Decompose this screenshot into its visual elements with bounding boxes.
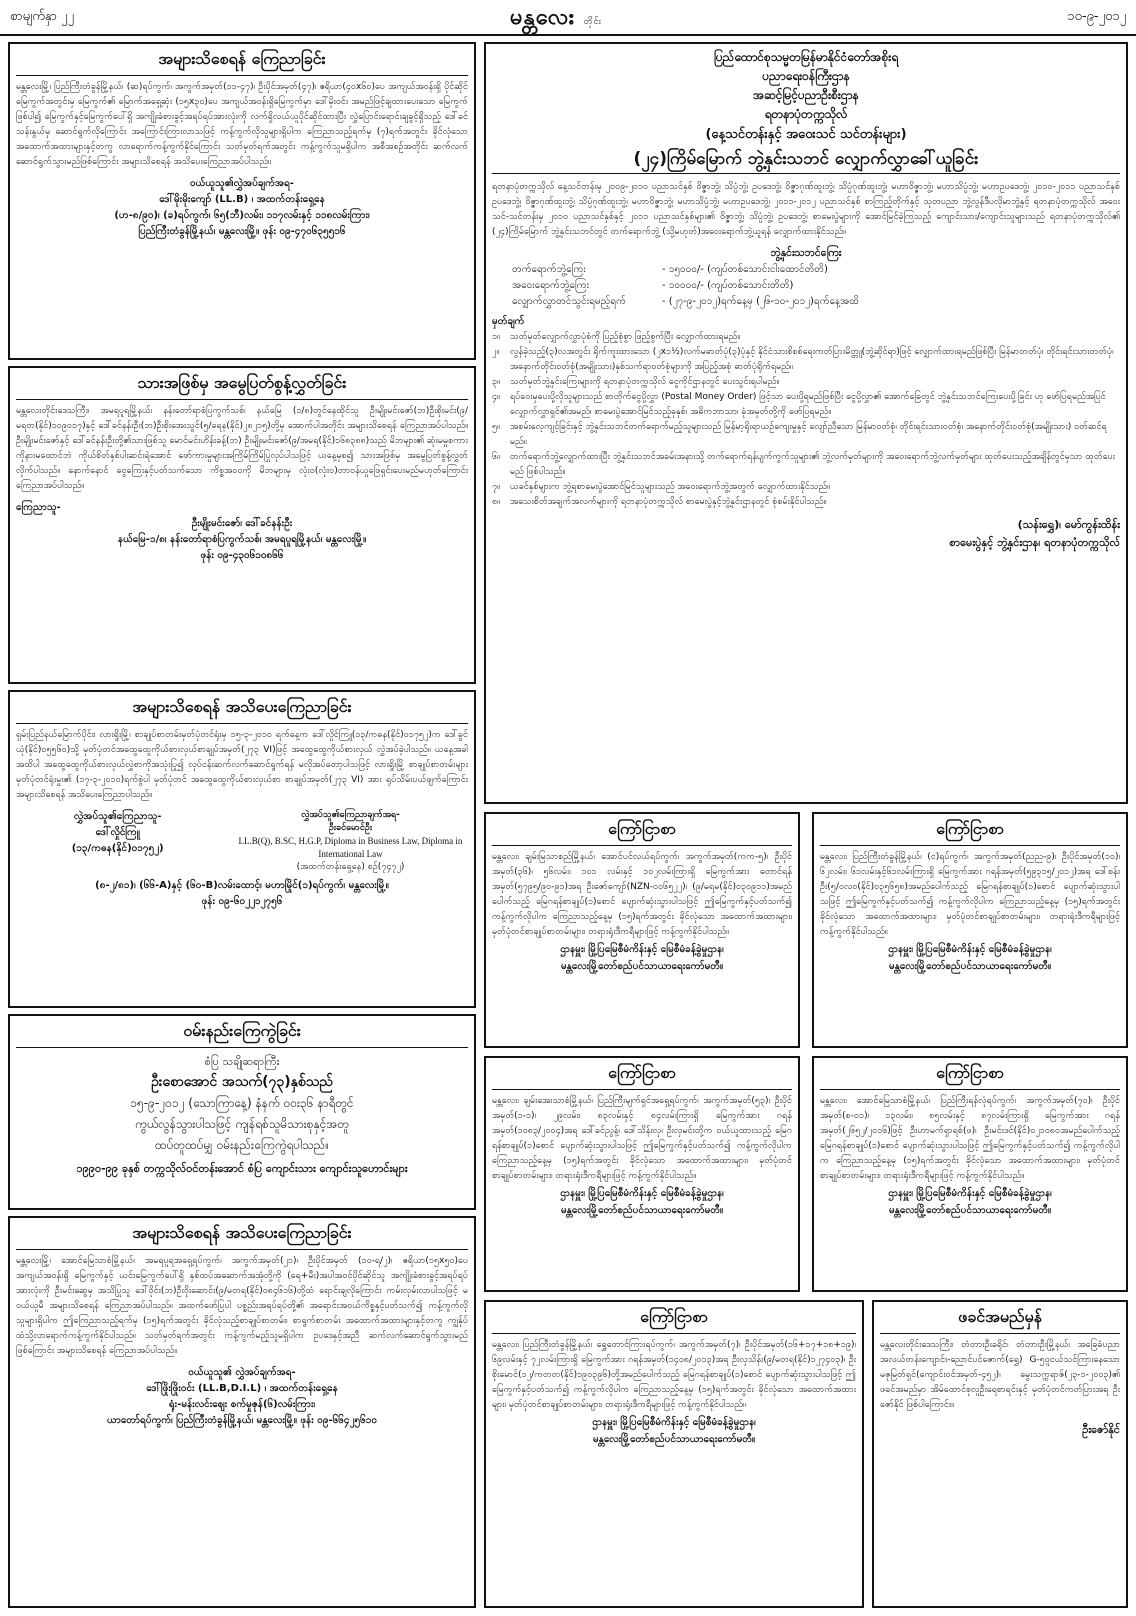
notice-lost-deed-4 — [812, 1056, 1128, 1292]
deceased-name: ဦးစောအောင် အသက်(၇၃)နှစ်သည် — [151, 1074, 333, 1090]
note-item: ၆။ တက်ရောက်ဘွဲ့လျှောက်ထားပြီး ဘွဲ့နှင်းသဘင်အခမ်းအနားသို့ တက်ရောက်ရန်ပျက်ကွက်သူများ၏ ဘွဲ့လက်မှတ်များကို အဝေးရောက်ဘွဲ့လက်မှတ်များ ထုတ်ပေးသည့်အချိန်တွင်မှသာ ထုတ်ပေးမည် ဖြစ်ပါသည်။ — [492, 452, 1115, 477]
notice-title: အများသိစေရန် အသိပေးကြေညာခြင်း — [16, 1222, 468, 1250]
notice-title: ကြော်ငြာစာ — [820, 818, 1120, 846]
fee-heading: ဘွဲ့နှင်းသဘင်ကြေး — [770, 247, 842, 259]
lawyer-qualifications: LL.B(Q), B.SC, H.G.P, Diploma in Business Law, Diploma in International Law — [238, 836, 463, 859]
signature-label: ကြေညာသူ- — [16, 502, 61, 513]
notice-father-name — [872, 1300, 1128, 1608]
lawyer-address: (၈-၂/၈၁)၊ (၆၆-A)နှင့် (၆၀-B)လမ်းထောင့်၊ မဟာမြိုင်(၁)ရပ်ကွက်၊ မန္တလေးမြို့။ — [95, 880, 389, 891]
signature-phone: ဖုန်း ၀၉-၄၃၀၆၁၀၈၆၆ — [200, 550, 284, 561]
issuer-line: မန္တလေးမြို့တော်စည်ပင်သာယာရေးကော်မတီ။ — [560, 1205, 724, 1216]
notice-public-announcement — [8, 42, 476, 360]
condolence-line: ကွယ်လွန်သွားပါသဖြင့် ကျန်ရစ်သူမိသားစုနှင့်အတူ — [134, 1117, 350, 1131]
notice-body: မန္တလေး၊ ပြည်ကြီးတံခွန်မြို့နယ်၊ ရွှေတောင်ကြားရပ်ကွက်၊ အကွက်အမှတ်(၇)၊ ဦးပိုင်အမှတ်(၁၆+၁၇+၁၈+၁၉)၊ ၆၉လမ်းနှင့် ၇၂လမ်းကြားရှိ မြေကွက်အား ဂရန်အမှတ်(၁၄၀၈/၂၀၁၃)အရ ဦးလှသိန်း(၉/မတရ(နိုင်)၁၂၇၄၀၃)၊ ဦးစိုးမောင်(၁၂/ကတတ(နိုင်)၁၉၀၃၉၆)တို့အမည်ပေါက်သည့် မြေဂရန်စာချုပ်(၁)စောင် ပျောက်ဆုံးသွားပါသဖြင့် ဤမြေကွက်နှင့်ပတ်သက်၍ ကန့်ကွက်လိုပါက ကြေညာသည့်နေ့မှ (၁၅)ရက်အတွင်း ခိုင်လုံသော အထောက်အထားများ၊ မှတ်ပုံတင်စာချုပ်စာတမ်းများ၊ တရားရုံးဒီကရီများဖြင့် ကန့်ကွက်နိုင်ပါသည်။ — [492, 1340, 856, 1410]
notes-heading: မှတ်ချက် — [492, 316, 525, 327]
notice-body: မန္တလေး၊ အောင်မြေသာစံမြို့နယ်၊ ပြည်ကြီးရန်လုံရပ်ကွက်၊ အကွက်အမှတ်(၇၀)၊ ဦးပိုင်အမှတ်(စ-၀၁)၊ ၁၃လမ်း၊ ၈၅လမ်းနှင့် ၈၇လမ်းကြားရှိ မြေကွက်အား ဂရန်အမှတ်(၂၆၅၂/၂၀၁၆)ဖြင့် ဦးဟာမက်ရှာရစ်(ဖ)၊ ဦးမင်းဒင်(နိုင်)၀၂၁၀၈၀အမည်ပေါက်သည့် မြေဂရန်စာချုပ်(၁)စောင် ပျောက်ဆုံးသွားပါသဖြင့် ဤမြေကွက်နှင့်ပတ်သက်၍ ကန့်ကွက်လိုပါက ကြေညာသည့်နေ့မှ (၁၅)ရက်အတွင်း ခိုင်လုံသော အထောက်အထားများ၊ မှတ်ပုံတင်စာချုပ်စာတမ်းများ၊ တရားရုံးဒီကရီများဖြင့် ကန့်ကွက်နိုင်ပါသည်။ — [820, 1096, 1120, 1181]
notice-title: ကြော်ငြာစာ — [492, 1062, 792, 1090]
notice-title: အများသိစေရန် အသိပေးကြေညာခြင်း — [16, 696, 468, 724]
department-line: အဆင့်မြင့်ပညာဦးစီးဌာန — [753, 88, 859, 102]
notice-lost-deed-3 — [484, 1056, 800, 1292]
course-line: (နေ့သင်တန်းနှင့် အဝေးသင် သင်တန်းများ) — [705, 127, 907, 142]
signature-address: နယ်မြေ-၁/၈၊ နန်းတော်ရာစံပြကွက်သစ်၊ အမရပူရမြို့နယ်၊ မန္တလေးမြို့။ — [117, 534, 367, 545]
notice-title: ကြော်ငြာစာ — [820, 1062, 1120, 1090]
issuer-line: မန္တလေးမြို့တော်စည်ပင်သာယာရေးကော်မတီ။ — [888, 1205, 1052, 1216]
signature-name: ဒေါ်ဖြိုးဖြိုးဝင်း (LL.B,D.I.L) ၊ အထက်တန်းရှေ့နေ — [146, 1383, 338, 1394]
fee-row: လျှောက်လွှာတင်သွင်းရမည့်ရက် - (၂၇-၉-၂၀၁၂)ရက်နေ့မှ (၂၆-၁၀-၂၀၁၂)ရက်နေ့အထိ — [512, 296, 859, 307]
signature-label: ဝယ်ယူသူ၏လွှဲအပ်ချက်အရ- — [190, 178, 294, 189]
note-item: ၃။ သတ်မှတ်ဘွဲ့နှင်းကြေးများကို ရတနာပုံတက္ကသိုလ် ငွေကိုင်ဌာနတွင် ပေးသွင်းရပါမည်။ — [492, 377, 780, 387]
notice-disinheritance — [8, 366, 476, 684]
notice-lost-deed-5 — [484, 1300, 864, 1608]
notice-title: (၂၄)ကြိမ်မြောက် ဘွဲ့နှင်းသဘင် လျှောက်လွှာခေါ်ယူခြင်း — [492, 145, 1120, 174]
government-line: ပြည်ထောင်စုသမ္မတမြန်မာနိုင်ငံတော်အစိုးရ — [713, 50, 899, 64]
lawyer-label: လွှဲအပ်သူ၏ကြေညာချက်အရ- — [301, 810, 400, 820]
newspaper-logo: မန္တလေး တိုင်း — [510, 5, 602, 30]
signature-name: ဒေါ်မိုးမိုးကျော် (LL.B) ၊ အထက်တန်းရှေ့နေ — [159, 194, 325, 205]
issuer-line: ဌာနမှူး၊ မြို့ပြမြေစီမံကိန်းနှင့် မြေစီမံခန့်ခွဲမှုဌာန၊ — [592, 1417, 756, 1428]
signature-name: ဦးမျိုးမင်းဇော်၊ ဒေါ်ခင်နန်းဦး — [191, 518, 293, 529]
lawyer-role: (အထက်တန်းရှေ့နေ) စဉ်(၇၄၇၂) — [296, 862, 405, 872]
note-item: ၁။ သတ်မှတ်လျှောက်လွှာပုံစံကို ပြည့်စုံစွာ ဖြည့်စွက်ပြီး လျှောက်ထားရမည်။ — [492, 332, 741, 342]
notice-title: ဝမ်းနည်းကြေကွဲခြင်း — [16, 1020, 468, 1048]
university-line: ရတနာပုံတက္ကသိုလ် — [764, 107, 848, 121]
grantor-name: ဒေါ်လှိုင်ကြူ — [95, 827, 140, 838]
signature-label: ဝယ်ယူသူ၏ လွှဲအပ်ချက်အရ- — [188, 1367, 296, 1378]
condolence-from: ၁၉၉၀-၉၉ ခုနှစ် တက္ကသိုလ်ဝင်တန်းအောင် စံပြ ကျောင်းသား ကျောင်းသူဟောင်းများ — [76, 1162, 408, 1175]
note-item: ၈။ အသေးစိတ်အချက်အလက်များကို ရတနာပုံတက္ကသိုလ် စာမေးပွဲနှင့်ဘွဲ့နှင်းဌာနတွင် စုံစမ်းနိုင်ပါသည်။ — [492, 497, 827, 507]
note-item: ၂။ လွန်ခဲ့သည့်(၃)လအတွင်း ရိုက်ကူးထားသော (၂x၁½)လက်မဓာတ်ပုံ(၃)ပုံနှင့် နိုင်ငံသားစိစစ်ရေးကတ်ပြားမိတ္တူ(ဘွဲ့ဆိုင်ရာ)ဖြင့် လျှောက်ထားရမည်ဖြစ်ပြီး မြန်မာတတ်ပုံ၊ တိုင်းရင်းသားတတ်ပုံ၊ အနောက်တိုင်းဝတ်စုံ(အမျိုးသား)နှစ်သက်ရာဝတ်စုံများကို အပြည့်အစုံ ဓာတ်ပုံရိုက်ရမည်။ — [492, 347, 1114, 372]
grantor-label: လွှဲအပ်သူ၏ကြေညာသူ- — [73, 811, 162, 822]
signatory-name: (သန်းရွှေ)၊ မော်ကွန်းထိန်း — [1017, 518, 1120, 531]
issuer-line: ဌာနမှူး၊ မြို့ပြမြေစီမံကိန်းနှင့် မြေစီမံခန့်ခွဲမှုဌာန၊ — [888, 944, 1052, 955]
note-item: ၅။ အစမ်းလေ့ကျင့်ခြင်းနှင့် ဘွဲ့နှင်းသဘင်တက်ရောက်မည့်သူများသည် မြန်မာ့ရိုးရာယဉ်ကျေးမှုနှင့် လျော်ညီသော မြန်မာဝတ်စုံ၊ တိုင်းရင်းသားဝတ်စုံ၊ အနောက်တိုင်းဝတ်စုံ(အမျိုးသား) ဝတ်ဆင်ရမည်။ — [492, 422, 1107, 447]
notes-list — [492, 330, 1120, 510]
issuer-line: ဌာနမှူး၊ မြို့ပြမြေစီမံကိန်းနှင့် မြေစီမံခန့်ခွဲမှုဌာန၊ — [888, 1188, 1052, 1199]
notice-body: မန္တလေးမြို့၊ အောင်မြေသာစံမြို့နယ်၊ အမရပူရအရှေ့ရပ်ကွက်၊ အကွက်အမှတ်(၂၁)၊ ဦးပိုင်အမှတ် (၁၀-ရ/၂)၊ ဧရိယာ(၁၅x၅၀)ပေအကျယ်အဝန်းရှိ မြေကွက်နှင့် ယင်းမြေကွက်ပေါ်ရှိ နှစ်ထပ်အဆောက်အအုံတို့ကို (ရေ+မီး)အပါအဝင်ပိုင်ဆိုင်သူ အကျိုးခံစားခွင့်အရပ်ရပ် အားလုံးကို ဦးမင်းဆွေမှ အသိပြုသူ ဒေါ်ဝိုင်း(ဘ)ဦးဝိုးဆောင်း(၉/မတရ(နိုင်)၀၈၄၆၁၆)တို့ထံ ရောင်းချလိုကြောင်း ကမ်းလှမ်းလာပါသဖြင့် မဝယ်ယူမီ အများသိစေရန် ကြေညာအပ်ပါသည်။ အထက်ဖော်ပြပါ ပစ္စည်းအရပ်ရပ်တို့၏ အရောင်းအဝယ်ကိစ္စနှင့်ပတ်သက်၍ ကန့်ကွက်လိုသူများရှိပါက ဤကြေညာသည့်ရက်မှ (၁၅)ရက်အတွင်း ခိုင်လုံသည့်စာချုပ်စာတမ်း၊ စာရွက်စာတမ်း အထောက်အထားများနှင့်တကွ ကျွန်ုပ်ထံသို့လာရောက်ကန့်ကွက်နိုင်ပါသည်။ သတ်မှတ်ရက်အတွင်း ကန့်ကွက်မည့်သူမရှိပါက ဥပဒေနှင့်အညီ ဆက်လက်ဆောင်ရွက်သွားမည်ဖြစ်ကြောင်း အများသိစေရန် ကြေညာအပ်ပါသည်။ — [16, 1256, 468, 1356]
notice-title: အများသိစေရန် ကြေညာခြင်း — [16, 48, 468, 76]
grantor-block — [16, 809, 219, 874]
notice-body: မန္တလေး၊ ချမ်းမြသာစည်မြို့နယ်၊ အောင်ပင်လယ်ရပ်ကွက်၊ အကွက်အမှတ်(ကက-၅)၊ ဦးပိုင်အမှတ်(၃၆)၊ ၅၆လမ်း၊ ၁၀၁ လမ်းနှင့် ၁၀၂လမ်းကြားရှိ မြေကွက်အား တောင်ရန်အမှတ်(၅၇၉၅/၉၀-၉၁)အရ ဦးဇော်ကျော်(NZN-၀၀၆၅၂၂)၊ (၉/မရမ(နိုင်)၀၃၀၉၁၁)အမည်ပေါက်သည့် မြေဂရန်စာချုပ်(၁)စောင် ပျောက်ဆုံးသွားပါသဖြင့် ဤမြေကွက်နှင့်ပတ်သက်၍ ကန့်ကွက်လိုပါက ကြေညာသည့်နေ့မှ (၁၅)ရက်အတွင်း ခိုင်လုံသော အထောက်အထားများ၊ မှတ်ပုံတင်စာချုပ်စာတမ်းများ၊ တရားရုံးဒီကရီများဖြင့် ကန့်ကွက်နိုင်ပါသည်။ — [492, 852, 792, 937]
note-item: ၄။ ရပ်ဝေးမှပေးပို့လိုသူများသည် စာတိုက်ငွေပို့လွှာ (Postal Money Order) ဖြင့်သာ ပေးပို့ရမည်ဖြစ်ပြီး ငွေပို့လွှာ၏ အောက်ခြေတွင် ဘွဲ့နှင်းသဘင်ကြေးပေးပို့ခြင်း ဟု ဖော်ပြရမည်အပြင် လျှောက်လွှာရှင်၏အမည်၊ စာမေးပွဲအောင်မြင်သည့်ခုနှစ်၊ အဓိကဘာသာ၊ ခုံအမှတ်တို့ကို ဖော်ပြရမည်။ — [492, 392, 1106, 417]
issuer-line: မန္တလေးမြို့တော်စည်ပင်သာယာရေးကော်မတီ။ — [888, 961, 1052, 972]
signature-address: (ဟ-၈/၉၀)၊ (ခ)ရပ်ကွက်၊ ၆၅(ဘီ)လမ်း၊ ၁၁၇လမ်းနှင့် ၁၁၈လမ်းကြား၊ — [114, 210, 370, 221]
lawyer-name: ဦးခင်မောင်ဦး — [328, 823, 373, 833]
notice-title: ကြော်ငြာစာ — [492, 818, 792, 846]
lawyer-phone: ဖုန်း ၀၉-၆၀၂၂၁၂၇၅၆ — [201, 896, 283, 907]
fee-row: တက်ရောက်ဘွဲ့ကြေး - ၁၅၀၀၀/- (ကျပ်တစ်သောင်းငါးထောင်တိတိ) — [512, 264, 828, 275]
notice-public-announcement-2 — [8, 1216, 476, 1608]
lawyer-block — [233, 809, 468, 874]
notice-title: သားအဖြစ်မှ အမွေပြတ်စွန့်လွှတ်ခြင်း — [16, 372, 468, 400]
signature-city: ယာတော်ရပ်ကွက်၊ ပြည်ကြီးတံခွန်မြို့နယ်၊ မန္တလေးမြို့။ ဖုန်း ၀၉-၆၆၄၂၅၆၁၀ — [107, 1415, 377, 1426]
page-number: စာမျက်နှာ ၂၂ — [10, 9, 74, 24]
notice-lost-deed-1 — [484, 812, 800, 1048]
notice-body: မန္တလေးတိုင်းဒေသကြီး၊ အမရပူရမြို့နယ်၊ နန်းတော်ရာစံပြကွက်သစ်၊ နယ်မြေ (၁/၈)တွင်နေထိုင်သူ ဦးမျိုးမင်းဇော်(ဘ)ဦးစိုးမင်း(၉/မရတ(နိုင်)၁၀၉၀၁၇)နှင့် ဒေါ်ခင်နန်းဦး(ဘ)ဦးစိုးအေးသွင်(၅/ခရန(နိုင်)၂၈၂၁၅)တို့မှ အောက်ပါအတိုင်း အများသိစေရန် ကြေညာအပ်ပါသည်။ ဦးမျိုးမင်းဇော်နှင့် ဒေါ်ခင်နန်းဦးတို့၏သားဖြစ်သူ မောင်မင်းဟိန်းခန့်(ဘ) ဦးမျိုးမင်းဇော်(၉/အမရ(နိုင်)၁၆၈၃၈၈)သည် မိဘများ၏ ဆုံးမမှုစကားကိုနားမထောင်ဘဲ ကိုယ်စိတ်နှစ်ပါးဆင်းရဲအောင် ဖော်ကားမှုများအကြိမ်ကြိမ်ပြုလုပ်ပါသဖြင့် ယနေ့မှစ၍ သားအဖြစ်မှ အမွေပြတ်စွန့်လွှတ်လိုက်ပါသည်။ နောက်နောင် ငွေကြေးနှင့်ပတ်သက်သော ကိစ္စအဝဝကို မိဘများမှ လုံး၀(လုံး၀)တာဝန်ယူဖြေရှင်းပေးမည်မဟုတ်ကြောင်း ကြေညာအပ်ပါသည်။ — [16, 406, 468, 491]
notice-title: ဖခင်အမည်မှန် — [880, 1306, 1120, 1334]
notice-lost-deed-2 — [812, 812, 1128, 1048]
issue-date: ၁၀-၉-၂၀၁၂ — [1067, 9, 1126, 24]
grantor-id: (၁၃/ကဓန(နိုင်)၀၁၇၅၂) — [71, 843, 164, 854]
notice-body: ရတနာပုံတက္ကသိုလ် နေ့သင်တန်းမှ ၂၀၀၉-၂၀၁၀ ပညာသင်နှစ် ဝိဇ္ဇာဘွဲ့၊ သိပ္ပံဘွဲ့၊ ဥပဒေဘွဲ့၊ ဝိဇ္ဇာဂုဏ်ထူးဘွဲ့၊ သိပ္ပံဂုဏ်ထူးဘွဲ့၊ မဟာဝိဇ္ဇာဘွဲ့၊ မဟာသိပ္ပံဘွဲ့၊ မဟာဥပဒေဘွဲ့၊ ၂၀၁၀-၂၀၁၁ ပညာသင်နှစ် ဥပဒေဘွဲ့၊ ဝိဇ္ဇာဂုဏ်ထူးဘွဲ့၊ သိပ္ပံဂုဏ်ထူးဘွဲ့၊ မဟာဝိဇ္ဇာဘွဲ့၊ မဟာသိပ္ပံဘွဲ့၊ မဟာဥပဒေဘွဲ့၊ ၂၀၁၁-၂၀၁၂ ပညာသင်နှစ် စာကြည့်တိုက်နှင့် သုတပညာ ဘွဲ့လွန်ဒီပလိုမာဘွဲ့နှင့် ရတနာပုံတက္ကသိုလ် အဝေးသင်-သင်တန်းမှ ၂၀၁၀ ပညာသင်နှစ်နှင့် ၂၀၁၁ ပညာသင်နှစ်များ၏ ဝိဇ္ဇာဘွဲ့၊ သိပ္ပံဘွဲ့၊ ဥပဒေဘွဲ့၊ စာမေးပွဲများကို အောင်မြင်ခဲ့ကြသည့် ကျောင်းသား/ကျောင်းသူများသည် ရတနာပုံတက္ကသိုလ်၏ (၂၄)ကြိမ်မြောက် ဘွဲ့နှင်းသဘင်တွင် တက်ရောက်ဘွဲ့ (သို့မဟုတ်)အဝေးရောက်ဘွဲ့ယူရန် လျှောက်ထားနိုင်သည်။ — [492, 182, 1120, 237]
notice-body: မန္တလေးမြို့၊ ပြည်ကြီးတံခွန်မြို့နယ်၊ (ဆ)ရပ်ကွက်၊ အကွက်အမှတ်(၁၁-၄၇)၊ ဦးပိုင်အမှတ်(၄၇)၊ ဧရိယာ(၄၀x၆၀)ပေ အကျယ်အဝန်းရှိ ပိုင်ဆိုင်မြေကွက်အတွင်းမှ မြေကွက်၏ မြောက်အရှေ့ဆုံး (၁၅x၃၀)ပေ အကျယ်အဝန်းရှိမြေကွက်မှာ ဒေါ်မိုးဝင်း အမည်ဖြင့်ချထားပေးသော မြေကွက်ဖြစ်ပါ၍ မြေကွက်နှင့်မြေကွက်ပေါ်ရှိ အကျိုးခံစားခွင့်အရပ်ရပ်အားလုံးကို လက်ရှိလယ်ယူပိုင်ဆိုင်ထားပြီး လွှဲပြောင်းရောင်းချခွင့်ရှိသည့် ဒေါ်ခင်သန်းနွယ်မှ ဆောင်ရွက်လိုကြောင်း အကြောင်းကြားလာသဖြင့် ကန့်ကွက်လိုသူများရှိပါက ကြေညာသည့်ရက်မှ (၇)ရက်အတွင်း ခိုင်လုံသော အထောက်အထားများနှင့်တကွ လာရောက်ကန့်ကွက်နိုင်ကြောင်း သတ်မှတ်ရက်အတွင်း ကန့်ကွက်သူမရှိပါက အစီအစဉ်အတိုင်း ဆက်လက်ဆောင်ရွက်သွားမည်ဖြစ်ကြောင်း အများသိစေရန် အသိပေးကြေညာအပ်ပါသည်။ — [16, 82, 468, 167]
notice-title: ကြော်ငြာစာ — [492, 1306, 856, 1334]
condolence-line: ထပ်တူထပ်မျှ ဝမ်းနည်းကြေကွဲရပါသည်။ — [154, 1138, 329, 1152]
notice-body: မန္တလေး၊ ပြည်ကြီးတံခွန်မြို့နယ်၊ (င)ရပ်ကွက်၊ အကွက်အမှတ်(ညည-၉)၊ ဦးပိုင်အမှတ်(၁၀)၊ ၆၂လမ်း၊ ၆၁လမ်းနှင့်၆၁လမ်းကြားရှိ မြေကွက်အား ဂရန်အမှတ်(၅၉၃၁၅/၂၀၁၂)အရ ဒေါ်စန်းဦး(၅/ဝလဝ(နိုင်)၀၃၅၆၅၈)အမည်ပေါက်သည့် မြေဂရန်စာချုပ်(၁)စောင် ပျောက်ဆုံးသွားပါသဖြင့် ဤမြေကွက်နှင့်ပတ်သက်၍ ကန့်ကွက်လိုပါက ကြေညာသည့်နေ့မှ (၁၅)ရက်အတွင်း ခိုင်လုံသော အထောက်အထားများ၊ မှတ်ပုံတင်စာချုပ်စာတမ်းများ၊ တရားရုံးဒီကရီများဖြင့် ကန့်ကွက်နိုင်ပါသည်။ — [820, 852, 1120, 937]
issuer-line: ဌာနမှူး၊ မြို့ပြမြေစီမံကိန်းနှင့် မြေစီမံခန့်ခွဲမှုဌာန၊ — [560, 1188, 724, 1199]
signatory-department: စာမေးပွဲနှင့် ဘွဲ့နှင်းဌာန၊ ရတနာပုံတက္ကသိုလ် — [949, 536, 1120, 549]
notice-body: ရှမ်းပြည်နယ်မြောက်ပိုင်း၊ လားရှိုးမြို့၊ စာချုပ်စာတမ်းမှတ်ပုံတင်ရုံးမှ ၁၅-၃-၂၀၁၀ ရက်နေ့က ဒေါ်လှိုင်ကြူ(၁၃/ကဓန(နိုင်)၀၁၇၅၂)က ဒေါ်ခွင်ယုံ(နိုင်)၀၅၅၆၀)သို့ မှတ်ပုံတင်အထွေထွေကိုယ်စားလှယ်စာချုပ်အမှတ်(၂၇၃ VI)ဖြင့် အထွေထွေကိုယ်စားလှယ် လွှဲအပ်ခဲ့ပါသည်။ ယနေ့အခါအထိပါ အထွေထွေကိုယ်စားလှယ်လွှဲစာကိုအသုံးပြု၍ လုပ်ငန်းဆက်လက်ဆောင်ရွက်ရန် မလိုအပ်တော့ပါသဖြင့် လားရှိုးမြို့ စာချုပ်စာတမ်းများ မှတ်ပုံတင်ရုံးမှုး၏ (၁၇-၃-၂၀၁၀)ရက်စွဲပါ မှတ်ပုံတင် အထွေထွေကိုယ်စားလှယ်စာ စာချုပ်အမှတ်(၂၇၃ VI) အား ရုပ်သိမ်းပယ်ဖျက်ကြောင်း အများသိစေရန် အသိပေးကြေညာပါသည်။ — [16, 730, 468, 800]
issuer-line: မန္တလေးမြို့တော်စည်ပင်သာယာရေးကော်မတီ။ — [560, 961, 724, 972]
notice-body: မန္တလေး၊ ချမ်းအေးသာစံမြို့နယ်၊ ပြည်ကြီးမျက်ရှင်အရှေ့ရပ်ကွက်၊ အကွက်အမှတ်(၅၃)၊ ဦးပိုင်အမှတ်(၁-၁)၊ ၂၉လမ်း၊ ၈၃လမ်းနှင့် ၈၄လမ်းကြားရှိ မြေကွက်အား ဂရန်အမှတ်(၁၀၈၃/၂၀၀၄)အရ ဒေါ်ခင်ညွန့်၊ ဒေါ်သိန်းလှ၊ ဦးလှမင်းတို့က ဝယ်ယူထားသည့် မြေဂရန်စာချုပ်(၁)စောင် ပျောက်ဆုံးသွားပါသဖြင့် ဤမြေကွက်နှင့်ပတ်သက်၍ ကန့်ကွက်လိုပါက ကြေညာသည့်နေ့မှ (၁၅)ရက်အတွင်း ခိုင်လုံသော အထောက်အထားများ၊ မှတ်ပုံတင်စာချုပ်စာတမ်းများ၊ တရားရုံးဒီကရီများဖြင့် ကန့်ကွက်နိုင်ပါသည်။ — [492, 1096, 792, 1181]
condolence-line: ၁၅-၉-၂၀၁၂ (သောကြာနေ့) နံနက် ၀၀း၃၆ နာရီတွင် — [130, 1096, 354, 1110]
condolence-line: စံပြ သချိုဆရာကြီး — [204, 1055, 280, 1068]
fee-row: အဝေးရောက်ဘွဲ့ကြေး - ၁၀၀၀၀/- (ကျပ်တစ်သောင်းတိတိ) — [512, 280, 794, 291]
page-header — [0, 0, 1136, 36]
signature-city: ပြည်ကြီးတံခွန်မြို့နယ်၊ မန္တလေးမြို့။ ဖုန်း ၀၉-၄၇၀၆၃၅၅၁၆ — [138, 226, 346, 237]
issuer-line: ဌာနမှူး၊ မြို့ပြမြေစီမံကိန်းနှင့် မြေစီမံခန့်ခွဲမှုဌာန၊ — [560, 944, 724, 955]
notice-revocation — [8, 690, 476, 1008]
signature-address: ရုံး-မန်းလင်းဈေး စက်မှုဇုန်(၆)လမ်းကြား၊ — [168, 1399, 316, 1410]
notice-condolence — [8, 1014, 476, 1210]
ministry-line: ပညာရေးဝန်ကြီးဌာန — [762, 69, 850, 83]
signature-name: ဦးဇော်နိုင် — [1082, 1423, 1120, 1436]
note-item: ၇။ ယခင်နှစ်များက ဘွဲ့ရစာမေးပွဲအောင်မြင်သူများသည် အဝေးရောက်ဘွဲ့အတွက် လျှောက်ထားနိုင်သည်။ — [492, 482, 830, 492]
notice-convocation — [484, 42, 1128, 804]
issuer-line: မန္တလေးမြို့တော်စည်ပင်သာယာရေးကော်မတီ။ — [592, 1434, 756, 1445]
notice-body: မန္တလေးတိုင်းဒေသကြီး၊ တံတားဦးခရိုင်၊ တံတားဦးမြို့နယ်၊ အခြေခံပညာအလယ်တန်းကျောင်း-ညောင်ပင်ဇောက်(ရွှေ) G-၅ဝူငယ်သင်ကြားနေသော မဇုမြတ်ရှင်(ကျောင်းဝင်အမှတ်-၄၅၂)၊ မွေးသက္ကရာဇ်(၂၃-၁-၂၀၀၃)၏ ဖခင်အမည်မှာ အိမ်ထောင်စုလူဦးရေစာရင်းနှင့် မှတ်ပုံတင်ကတ်ပြားအရ ဦးဇော်နိုင် ဖြစ်ပါကြောင်း။ — [880, 1340, 1120, 1410]
